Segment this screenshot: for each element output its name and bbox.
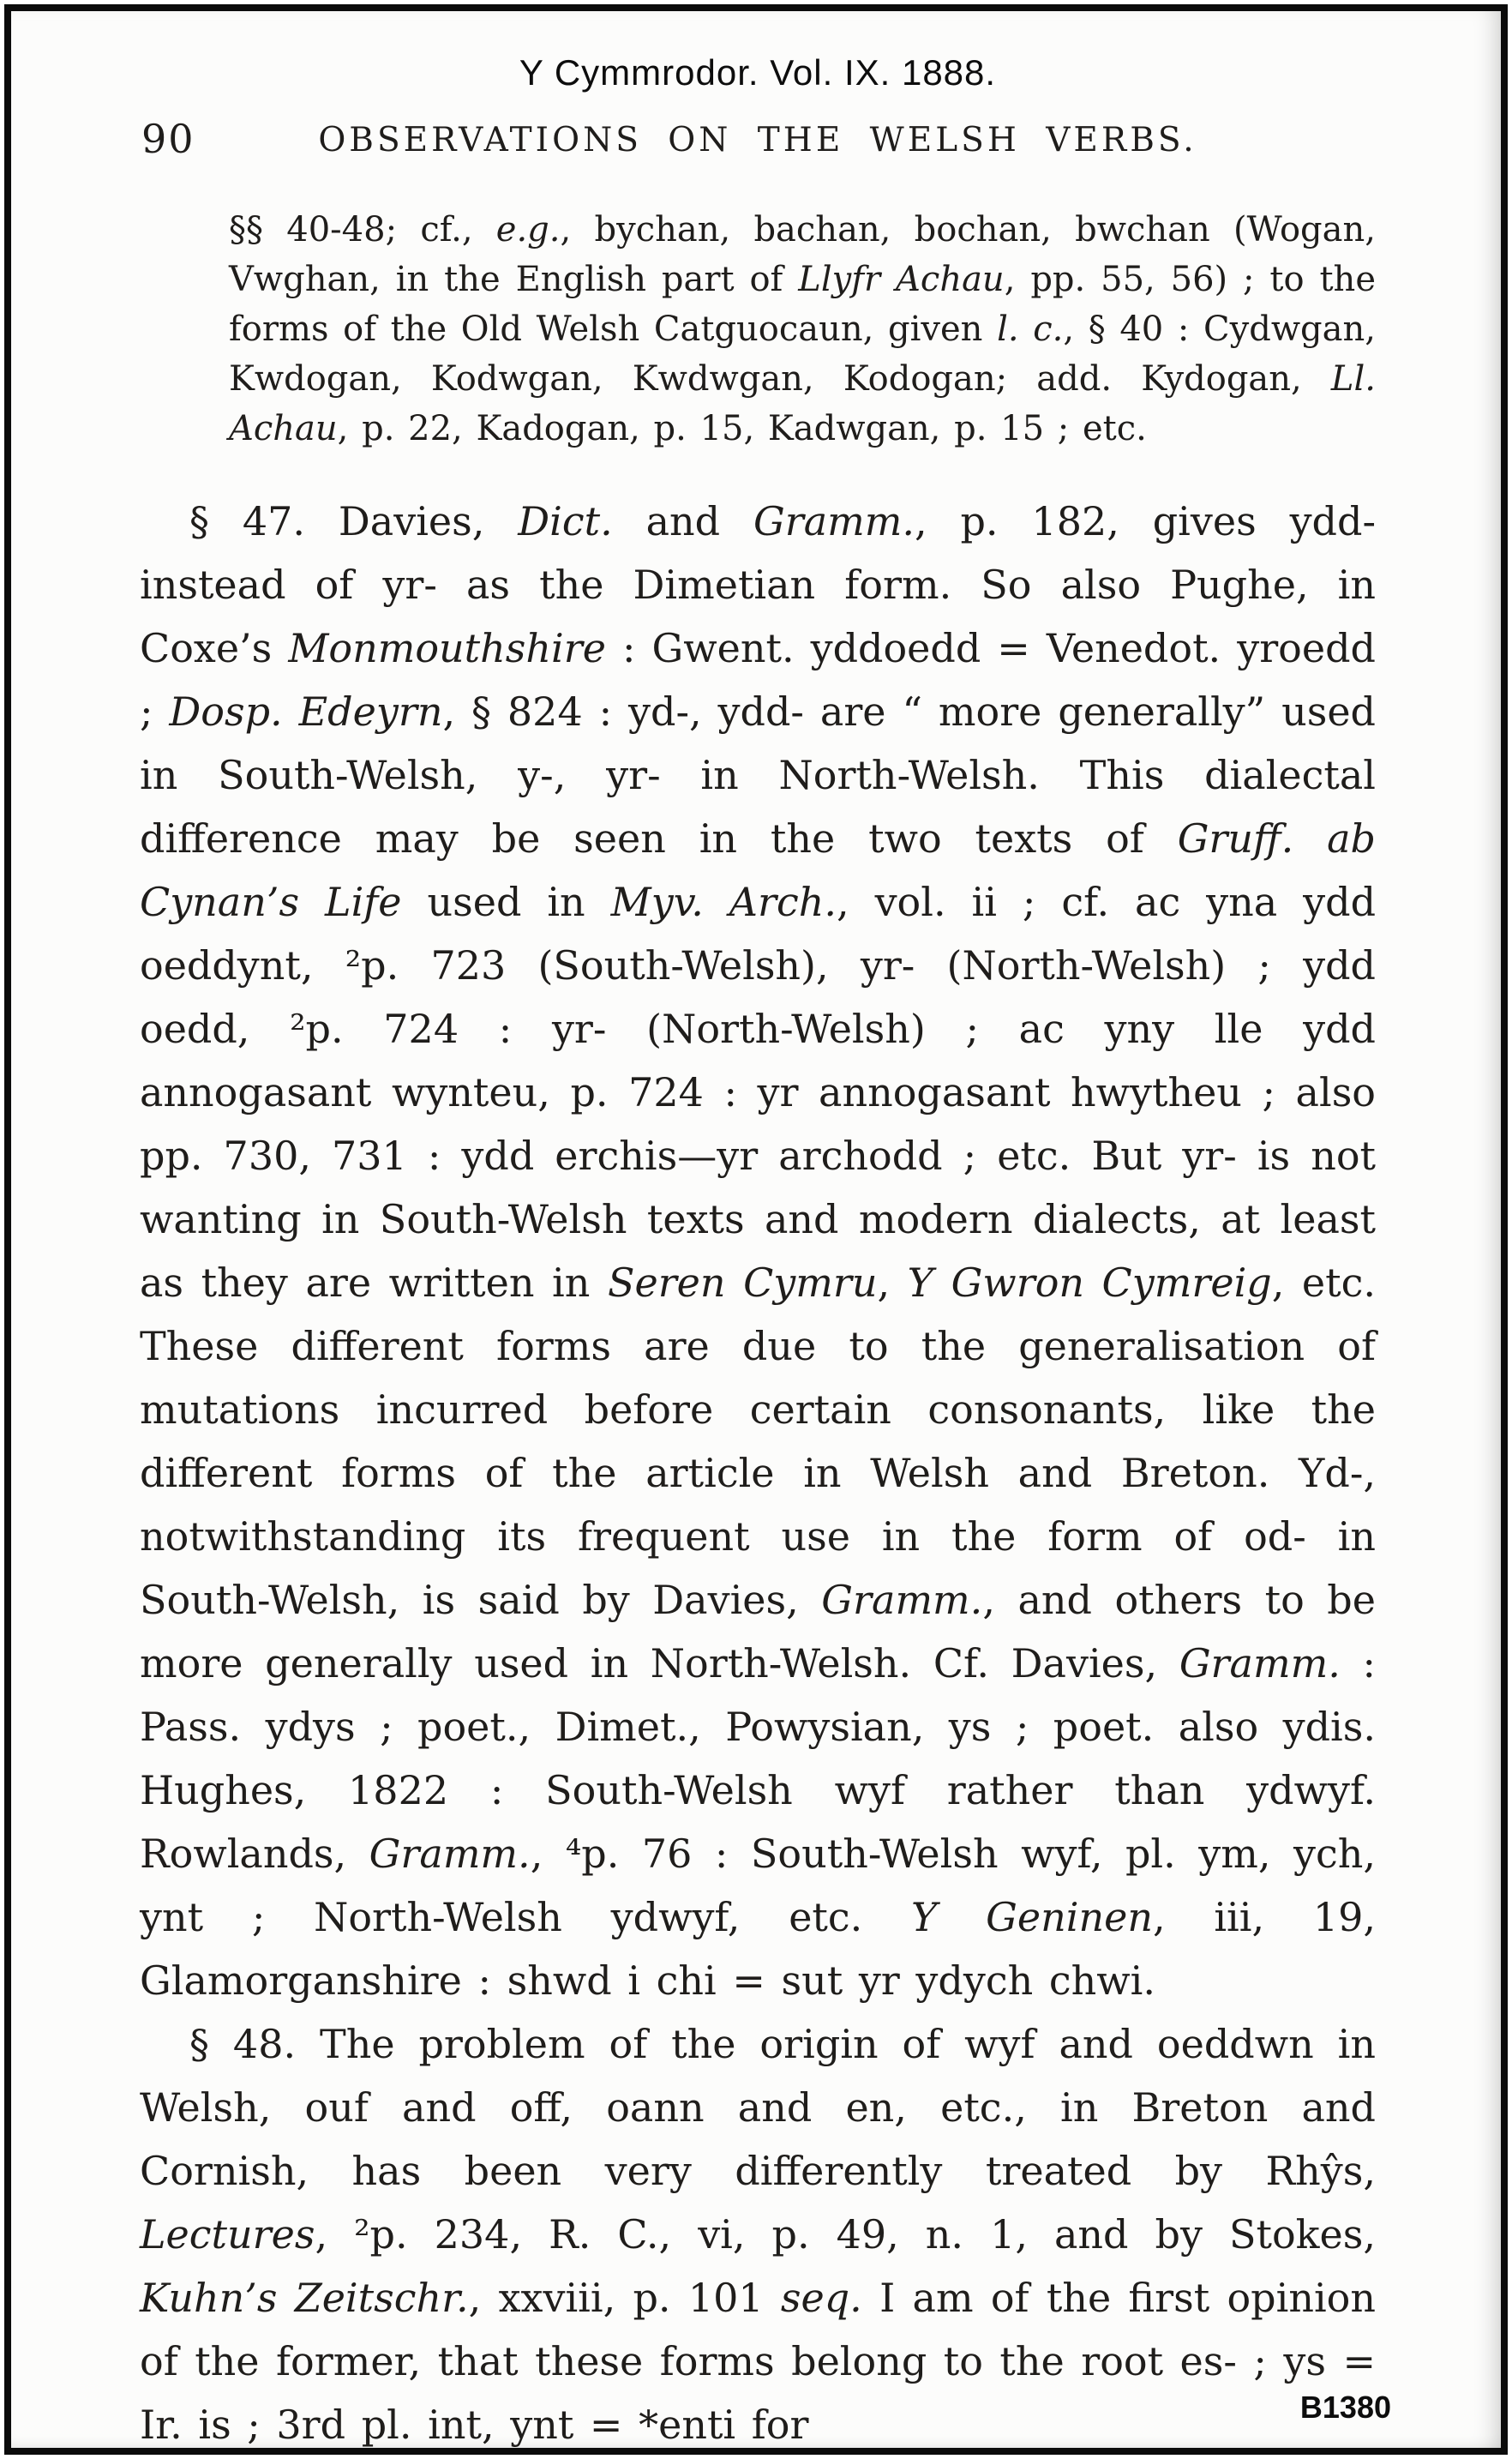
text-run: , iii, 19, Glamorganshire : shwd i chi = sut yr ydych chwi.	[140, 1894, 1376, 2004]
text-run: , ⁴p. 76 : South-Welsh wyf, pl. ym, ych, ynt ; North-Welsh ydwyf, etc.	[140, 1831, 1376, 1940]
italic-text-run: Gruff. ab Cynan’s Life	[140, 815, 1376, 925]
italic-text-run: Y Geninen	[911, 1894, 1153, 1940]
text-run: § 48. The problem of the origin of wyf and oeddwn in Welsh, ouf and off, oann and en, etc., in Breton and Cornish, has been very differently treated by Rhŷs,	[140, 2021, 1376, 2194]
italic-text-run: Y Gwron Cymreig	[907, 1260, 1272, 1306]
text-run: I am of the first opinion of the former, that these forms belong to the root es- ; ys = Ir. is ; 3rd pl. int, ynt = *enti for	[140, 2275, 1376, 2448]
text-run: , vol. ii ; cf. ac yna ydd oeddynt, ²p. 723 (South-Welsh), yr- (North-Welsh) ; ydd oedd, ²p. 724 : yr- (North-Welsh) ; ac yny lle ydd annogasant wynteu, p. 724 : yr annogasant hwytheu ; also pp. 730, 731 : ydd erchis—yr archodd ; etc. But yr- is not wanting in South-Welsh texts and modern dialects, at least as they are written in	[140, 879, 1377, 1306]
italic-text-run: e.g.	[495, 210, 561, 250]
text-run: , and others to be more generally used in North-Welsh. Cf. Davies,	[140, 1577, 1376, 1686]
text-run: § 47. Davies,	[189, 498, 519, 544]
italic-text-run: Gramm.	[369, 1831, 531, 1877]
text-run: , xxviii, p. 101	[468, 2275, 781, 2321]
text-run: and	[612, 498, 753, 544]
text-run: , etc. These different forms are due to the generalisation of mutations incurred before certain consonants, like the different forms of the article in Welsh and Breton. Yd-, notwithstanding its frequent use in the form of od- in South-Welsh, is said by Davies,	[140, 1260, 1376, 1623]
italic-text-run: Gramm.	[753, 498, 915, 544]
italic-text-run: Monmouthshire	[288, 625, 606, 671]
text-run: : Pass. ydys ; poet., Dimet., Powysian, ys ; poet. also ydis. Hughes, 1822 : South-Welsh wyf rather than ydwyf. Rowlands,	[140, 1640, 1377, 1877]
text-run: used in	[401, 879, 611, 925]
text-run: , § 40 : Cydwgan, Kwdogan, Kodwgan, Kwdwgan, Kodogan; add. Kydogan,	[229, 310, 1376, 399]
italic-text-run: Llyfr Achau	[798, 260, 1005, 299]
text-run: , ²p. 234, R. C., vi, p. 49, n. 1, and by Stokes,	[315, 2211, 1376, 2258]
italic-text-run: Myv. Arch.	[610, 879, 837, 925]
paragraph-section-48	[140, 2012, 1376, 2448]
text-run: , § 824 : yd-, ydd- are “ more generally” used in South-Welsh, y-, yr- in North-Welsh. This dialectal difference may be seen in the two texts of	[140, 688, 1376, 862]
italic-text-run: Gramm.	[1179, 1640, 1341, 1686]
text-run: : Gwent. yddoedd = Venedot. yroedd ;	[140, 625, 1376, 735]
text-run: ,	[877, 1260, 908, 1306]
page-header	[140, 116, 1376, 169]
running-head: OBSERVATIONS ON THE WELSH VERBS.	[318, 121, 1197, 159]
page	[11, 11, 1501, 2448]
italic-text-run: Seren Cymru	[607, 1260, 878, 1306]
text-run: §§ 40-48; cf.,	[229, 210, 496, 250]
italic-text-run: Gramm.	[821, 1577, 983, 1623]
text-run: , p. 182, gives ydd- instead of yr- as the Dimetian form. So also Pughe, in Coxe’s	[140, 498, 1376, 671]
italic-text-run: Lectures	[140, 2211, 315, 2258]
italic-text-run: Kuhn’s Zeitschr.	[140, 2275, 469, 2321]
italic-text-run: Dict.	[518, 498, 613, 544]
scan-label: Y Cymmrodor. Vol. IX. 1888.	[519, 52, 997, 93]
paragraph-section-47	[140, 490, 1376, 2012]
text-run: , bychan, bachan, bochan, bwchan (Wogan, Vwghan, in the English part of	[229, 210, 1376, 299]
footnote-block	[229, 205, 1376, 454]
italic-text-run: l. c.	[997, 310, 1064, 349]
italic-text-run: seq.	[780, 2275, 862, 2321]
scanned-page	[4, 4, 1508, 2455]
italic-text-run: Ll. Achau	[229, 359, 1376, 448]
text-run: , pp. 55, 56) ; to the forms of the Old Welsh Catguocaun, given	[229, 260, 1376, 349]
footer-mark: B1380	[1299, 2390, 1391, 2425]
italic-text-run: Dosp. Edeyrn	[169, 688, 443, 735]
page-number: 90	[141, 116, 195, 162]
text-run: , p. 22, Kadogan, p. 15, Kadwgan, p. 15 ; etc.	[337, 409, 1147, 448]
